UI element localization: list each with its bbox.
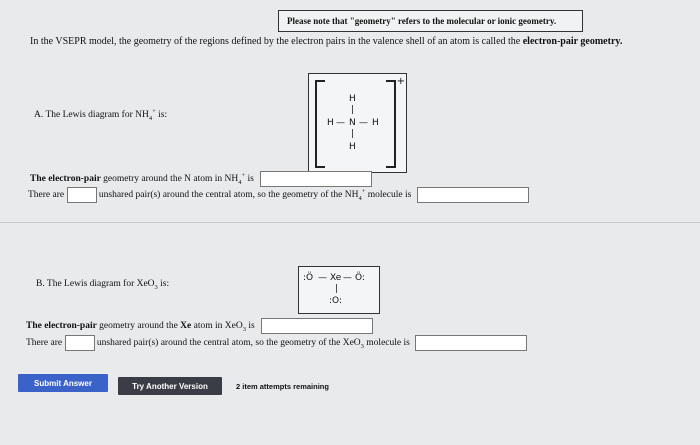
part-b-unshared-line: There are unshared pair(s) around the central atom, so the geometry of the XeO$_3$ molecule is bbox=[26, 335, 527, 351]
charge-label: + bbox=[396, 76, 405, 87]
geometry-note: Please note that "geometry" refers to the molecular or ionic geometry. bbox=[278, 10, 583, 32]
bond-left: — bbox=[318, 273, 327, 283]
nh4-electron-pair-geometry-input[interactable] bbox=[260, 171, 372, 187]
part-b-ep-line: The electron-pair geometry around the Xe atom in XeO$_3$ is bbox=[26, 318, 373, 334]
submit-answer-button[interactable]: Submit Answer bbox=[18, 374, 108, 392]
attempts-remaining: 2 item attempts remaining bbox=[236, 382, 329, 391]
bond-vertical: | bbox=[335, 284, 339, 294]
part-a-unshared-line: There are unshared pair(s) around the central atom, so the geometry of the $NH_4^+$ molecule is bbox=[28, 187, 529, 203]
bond-right: — bbox=[359, 118, 368, 128]
atom-h-bottom: H bbox=[349, 142, 356, 152]
bond-vertical-bottom: | bbox=[351, 129, 355, 139]
xeo3-lewis-diagram bbox=[298, 266, 380, 314]
left-bracket bbox=[315, 80, 325, 168]
nh4-lewis-diagram bbox=[308, 73, 407, 173]
part-a-prompt: A. The Lewis diagram for $NH_4^+$ is: bbox=[34, 108, 168, 123]
section-divider bbox=[0, 222, 700, 223]
atom-o-bottom: :O: bbox=[329, 296, 342, 306]
part-a-ep-line: The electron-pair geometry around the N atom in $NH_4^+$ is bbox=[30, 171, 372, 187]
atom-n-center: N bbox=[349, 118, 356, 128]
xeo3-unshared-pairs-input[interactable] bbox=[65, 335, 95, 351]
atom-xe-center: Xe bbox=[330, 273, 342, 283]
nh4-unshared-pairs-input[interactable] bbox=[67, 187, 97, 203]
intro-term: electron-pair geometry. bbox=[522, 36, 623, 47]
right-bracket bbox=[386, 80, 396, 168]
bond-vertical-top: | bbox=[351, 105, 355, 115]
nh4-molecular-geometry-input[interactable] bbox=[417, 187, 529, 203]
bond-left: — bbox=[336, 118, 345, 128]
part-b-prompt: B. The Lewis diagram for XeO$_3$ is: bbox=[36, 279, 170, 291]
bond-right: — bbox=[343, 273, 352, 283]
xeo3-molecular-geometry-input[interactable] bbox=[415, 335, 527, 351]
atom-h-top: H bbox=[349, 94, 356, 104]
intro-text: In the VSEPR model, the geometry of the regions defined by the electron pairs in the valence shell of an atom is called the electron-pair geometry. bbox=[30, 36, 623, 47]
try-another-version-button[interactable]: Try Another Version bbox=[118, 377, 222, 395]
atom-h-right: H bbox=[372, 118, 379, 128]
xeo3-electron-pair-geometry-input[interactable] bbox=[261, 318, 373, 334]
atom-o-left: :Ö bbox=[303, 273, 314, 283]
atom-h-left: H bbox=[327, 118, 334, 128]
atom-o-right: Ö: bbox=[355, 273, 365, 283]
